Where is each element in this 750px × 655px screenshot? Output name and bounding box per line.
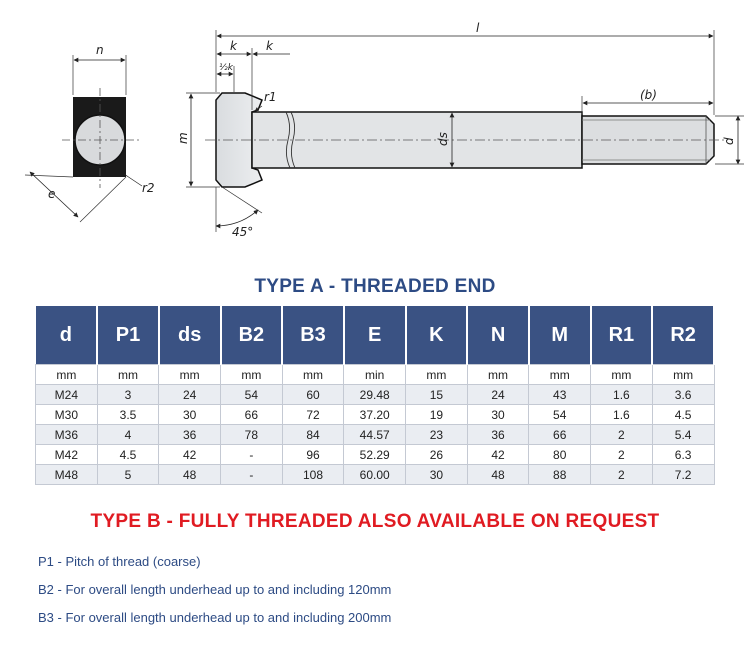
dim-label-r2: r2 (142, 181, 155, 195)
column-header: N (467, 306, 529, 365)
unit-cell: mm (97, 365, 159, 385)
table-cell: 88 (529, 465, 591, 485)
table-cell: M24 (36, 385, 98, 405)
table-cell: 6.3 (652, 445, 714, 465)
type-b-title: TYPE B - FULLY THREADED ALSO AVAILABLE ON REQUEST (90, 511, 660, 532)
table-cell: 44.57 (344, 425, 406, 445)
table-cell: 54 (529, 405, 591, 425)
table-cell: 2 (591, 425, 653, 445)
unit-cell: mm (467, 365, 529, 385)
table-cell: 3 (97, 385, 159, 405)
table-body (36, 385, 715, 485)
dim-label-e: e (48, 187, 56, 201)
type-a-title: TYPE A - THREADED END (254, 276, 496, 297)
table-cell: 7.2 (652, 465, 714, 485)
table-units-row (36, 365, 715, 385)
table-cell: 37.20 (344, 405, 406, 425)
table-cell: M30 (36, 405, 98, 425)
column-header: E (344, 306, 406, 365)
table-cell: - (221, 465, 283, 485)
table-cell: 2 (591, 465, 653, 485)
table-cell: 43 (529, 385, 591, 405)
unit-cell: min (344, 365, 406, 385)
table-cell: 1.6 (591, 385, 653, 405)
column-header: d (36, 306, 98, 365)
table-cell: M36 (36, 425, 98, 445)
note-b3: B3 - For overall length underhead up to and including 200mm (38, 610, 392, 625)
table-cell: M48 (36, 465, 98, 485)
table-cell: 24 (159, 385, 221, 405)
table-cell: 1.6 (591, 405, 653, 425)
table-cell: M42 (36, 445, 98, 465)
table-cell: 30 (467, 405, 529, 425)
table-cell: 24 (467, 385, 529, 405)
table-cell: 66 (529, 425, 591, 445)
table-cell: 48 (159, 465, 221, 485)
unit-cell: mm (591, 365, 653, 385)
column-header: B2 (221, 306, 283, 365)
table-cell: 96 (282, 445, 344, 465)
table-cell: 3.6 (652, 385, 714, 405)
table-cell: 80 (529, 445, 591, 465)
dim-label-k2: k (266, 39, 273, 53)
table-cell: 60.00 (344, 465, 406, 485)
table-cell: - (221, 445, 283, 465)
table-row (36, 405, 715, 425)
table-cell: 4 (97, 425, 159, 445)
table-cell: 19 (406, 405, 468, 425)
column-header: R1 (591, 306, 653, 365)
dim-label-b: (b) (640, 88, 657, 102)
table-cell: 42 (467, 445, 529, 465)
table-cell: 52.29 (344, 445, 406, 465)
unit-cell: mm (159, 365, 221, 385)
table-cell: 66 (221, 405, 283, 425)
dim-label-m: m (176, 132, 190, 144)
unit-cell: mm (529, 365, 591, 385)
column-header: P1 (97, 306, 159, 365)
table-cell: 26 (406, 445, 468, 465)
unit-cell: mm (221, 365, 283, 385)
dim-label-k1: k (230, 39, 237, 53)
notes (38, 553, 391, 637)
unit-cell: mm (36, 365, 98, 385)
table-row (36, 445, 715, 465)
table-cell: 54 (221, 385, 283, 405)
column-header: B3 (282, 306, 344, 365)
table-cell: 3.5 (97, 405, 159, 425)
dim-label-l: l (476, 21, 480, 35)
table-cell: 42 (159, 445, 221, 465)
dim-label-d: d (722, 137, 736, 145)
table-row (36, 425, 715, 445)
table-cell: 29.48 (344, 385, 406, 405)
dim-label-half-k: ½k (219, 63, 233, 73)
table-cell: 2 (591, 445, 653, 465)
table-cell: 4.5 (97, 445, 159, 465)
unit-cell: mm (406, 365, 468, 385)
table-cell: 72 (282, 405, 344, 425)
table-cell: 108 (282, 465, 344, 485)
table-cell: 84 (282, 425, 344, 445)
unit-cell: mm (652, 365, 714, 385)
table-row (36, 465, 715, 485)
side-view (176, 21, 744, 239)
table-cell: 78 (221, 425, 283, 445)
column-header: ds (159, 306, 221, 365)
table-cell: 48 (467, 465, 529, 485)
unit-cell: mm (282, 365, 344, 385)
column-header: M (529, 306, 591, 365)
spec-table (35, 306, 715, 485)
dim-label-angle: 45° (232, 225, 254, 239)
table-cell: 5.4 (652, 425, 714, 445)
end-view (25, 43, 155, 222)
table-cell: 36 (159, 425, 221, 445)
table-row (36, 385, 715, 405)
table-cell: 4.5 (652, 405, 714, 425)
t-bolt-technical-drawing (0, 0, 750, 262)
column-header: K (406, 306, 468, 365)
note-b2: B2 - For overall length underhead up to and including 120mm (38, 582, 392, 597)
note-pitch: P1 - Pitch of thread (coarse) (38, 554, 201, 569)
table-cell: 60 (282, 385, 344, 405)
table-cell: 30 (406, 465, 468, 485)
dim-label-r1: r1 (264, 90, 277, 104)
table-cell: 23 (406, 425, 468, 445)
table-cell: 36 (467, 425, 529, 445)
dim-label-n: n (96, 43, 104, 57)
table-cell: 15 (406, 385, 468, 405)
column-header: R2 (652, 306, 714, 365)
dim-label-ds: ds (436, 132, 450, 146)
table-header-row (36, 306, 715, 365)
table-cell: 5 (97, 465, 159, 485)
table-cell: 30 (159, 405, 221, 425)
